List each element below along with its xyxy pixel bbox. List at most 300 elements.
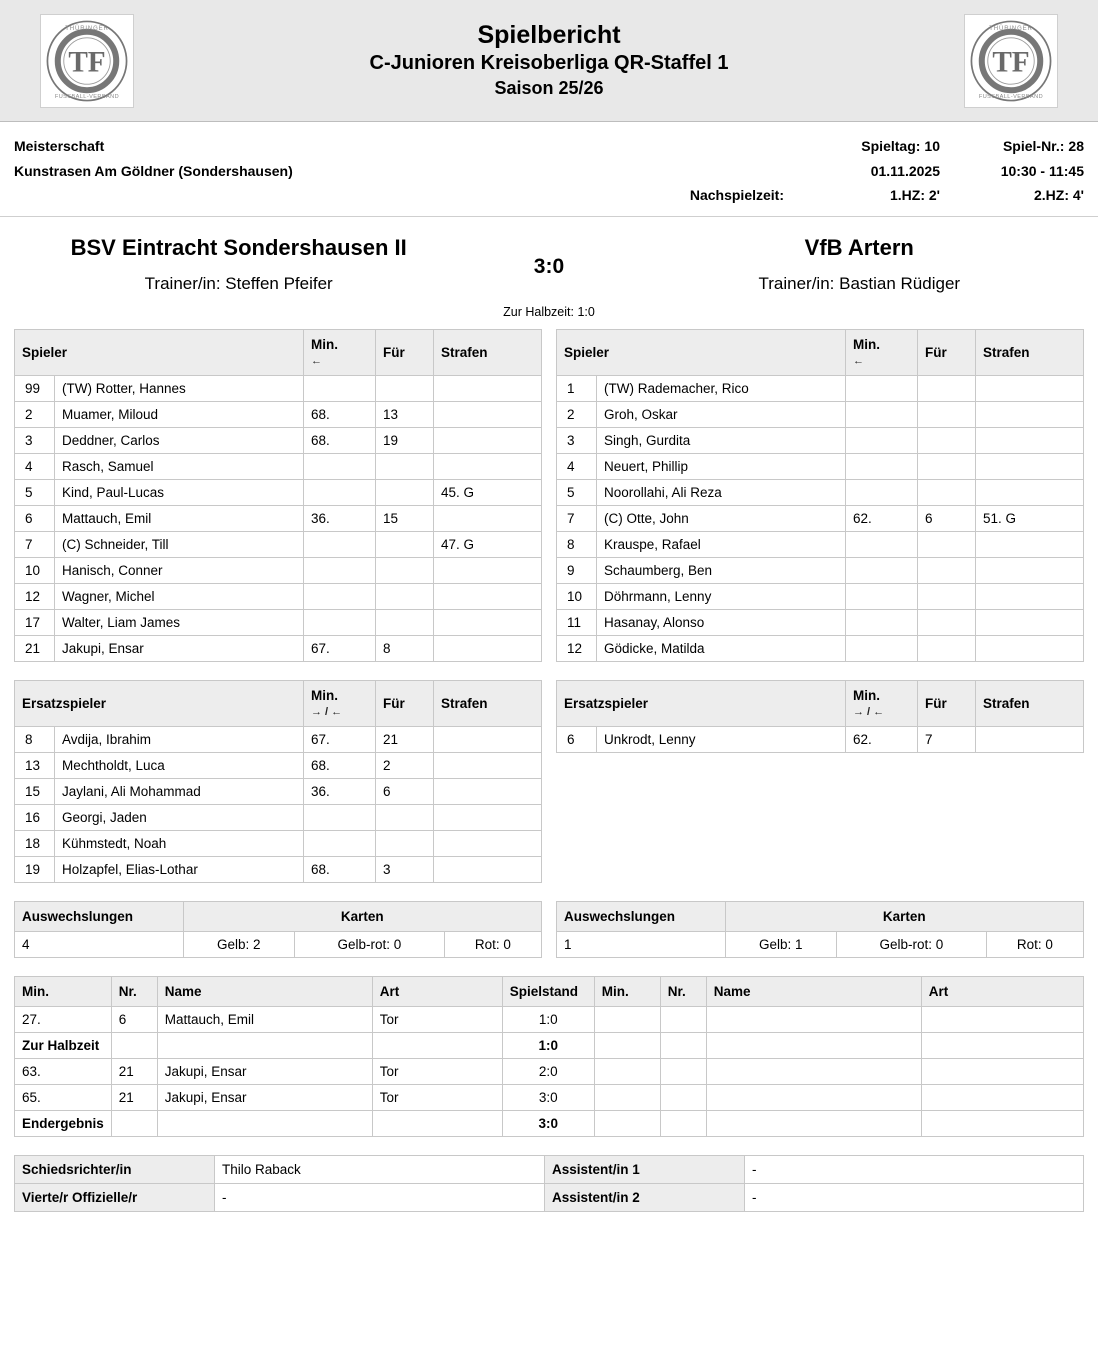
event-player: Mattauch, Emil (157, 1006, 372, 1032)
score-block (463, 233, 634, 319)
table-row (15, 531, 542, 557)
player-number: 3 (557, 427, 597, 453)
tfv-logo-icon-right (964, 14, 1058, 108)
player-strafen (976, 609, 1084, 635)
player-name: Singh, Gurdita (597, 427, 846, 453)
player-number: 8 (15, 726, 55, 752)
arrow-inout-icon: → / ← (853, 706, 885, 719)
player-strafen (976, 635, 1084, 661)
player-name: Rasch, Samuel (55, 453, 304, 479)
player-minute: 62. (846, 726, 918, 752)
home-players-table (14, 329, 542, 662)
player-name: Kind, Paul-Lucas (55, 479, 304, 505)
player-strafen (434, 583, 542, 609)
event-score: 2:0 (502, 1058, 594, 1084)
player-name: (C) Otte, John (597, 505, 846, 531)
svg-text:FUSSBALL-VERBAND: FUSSBALL-VERBAND (54, 93, 120, 100)
assistant1-value: - (745, 1155, 1084, 1183)
table-row (557, 557, 1084, 583)
player-strafen (976, 726, 1084, 752)
player-name: (C) Schneider, Till (55, 531, 304, 557)
player-number: 19 (15, 856, 55, 882)
stoppage-label: Nachspielzeit: (689, 187, 784, 203)
away-yellowred-count: Gelb-rot: 0 (836, 931, 986, 957)
referee-label: Schiedsrichter/in (15, 1155, 215, 1183)
events-section (0, 976, 1098, 1137)
player-minute (304, 609, 376, 635)
player-number: 15 (15, 778, 55, 804)
player-fuer (376, 375, 434, 401)
stoppage-second-half: 2.HZ: 4' (1033, 187, 1084, 203)
player-strafen (976, 401, 1084, 427)
away-subs-table (556, 680, 1084, 753)
away-coach: Trainer/in: Bastian Rüdiger (758, 274, 961, 294)
event-minute-away (594, 1110, 660, 1136)
player-fuer: 21 (376, 726, 434, 752)
player-number: 2 (15, 401, 55, 427)
player-minute: 36. (304, 505, 376, 531)
away-players-table (556, 329, 1084, 662)
player-fuer (918, 479, 976, 505)
player-minute (846, 635, 918, 661)
table-row (15, 1032, 1084, 1058)
player-name: Neuert, Phillip (597, 453, 846, 479)
match-time: 10:30 - 11:45 (1000, 162, 1084, 179)
home-summary-table (14, 901, 542, 958)
player-strafen (434, 505, 542, 531)
player-name: Döhrmann, Lenny (597, 583, 846, 609)
event-player (157, 1032, 372, 1058)
player-fuer (918, 609, 976, 635)
player-name: Deddner, Carlos (55, 427, 304, 453)
player-fuer (918, 531, 976, 557)
player-number: 10 (557, 583, 597, 609)
player-fuer (376, 583, 434, 609)
svg-text:THÜRINGER: THÜRINGER (65, 25, 109, 32)
player-number: 4 (15, 453, 55, 479)
away-team (635, 233, 1084, 295)
home-players-body (15, 375, 542, 661)
event-type-away (921, 1006, 1083, 1032)
home-red-count: Rot: 0 (444, 931, 541, 957)
event-type: Tor (372, 1084, 502, 1110)
assistant2-value: - (745, 1183, 1084, 1211)
col-header-min-label: Min. (311, 336, 338, 352)
player-name: Jakupi, Ensar (55, 635, 304, 661)
table-row (15, 1110, 1084, 1136)
player-number: 6 (557, 726, 597, 752)
events-header-art: Art (372, 976, 502, 1006)
player-strafen (434, 557, 542, 583)
col-header-spieler: Spieler (15, 329, 304, 375)
player-number: 6 (15, 505, 55, 531)
player-name: Mechtholdt, Luca (55, 752, 304, 778)
home-coach: Trainer/in: Steffen Pfeifer (144, 274, 333, 294)
event-minute: Endergebnis (15, 1110, 112, 1136)
col-header-strafen: Strafen (976, 329, 1084, 375)
player-minute (304, 531, 376, 557)
report-title-block (134, 20, 964, 100)
home-cards-header: Karten (183, 901, 541, 931)
table-row (15, 375, 542, 401)
table-row (557, 583, 1084, 609)
player-strafen (976, 583, 1084, 609)
match-meta-right (690, 134, 1084, 208)
col-header-spieler: Spieler (557, 329, 846, 375)
player-number: 9 (557, 557, 597, 583)
player-number: 7 (557, 505, 597, 531)
table-row (15, 427, 542, 453)
tfv-logo-icon-left (40, 14, 134, 108)
arrow-in-icon: ← (311, 355, 322, 368)
player-fuer (918, 427, 976, 453)
table-row (15, 1058, 1084, 1084)
event-player-away (706, 1058, 921, 1084)
event-player: Jakupi, Ensar (157, 1084, 372, 1110)
table-row (557, 479, 1084, 505)
player-number: 12 (557, 635, 597, 661)
substitutes-section (0, 680, 1098, 883)
event-player (157, 1110, 372, 1136)
fourth-official-value: - (215, 1183, 545, 1211)
player-number: 17 (15, 609, 55, 635)
player-minute (304, 583, 376, 609)
matchday-label: Spieltag: (861, 138, 921, 154)
fourth-official-label: Vierte/r Offizielle/r (15, 1183, 215, 1211)
venue-label: Kunstrasen Am Göldner (Sondershausen) (14, 162, 293, 179)
player-name: Gödicke, Matilda (597, 635, 846, 661)
player-fuer: 15 (376, 505, 434, 531)
col-header-min (304, 329, 376, 375)
home-team (14, 233, 463, 295)
event-type-away (921, 1084, 1083, 1110)
home-yellow-count: Gelb: 2 (183, 931, 294, 957)
player-minute (846, 609, 918, 635)
player-fuer (376, 531, 434, 557)
teams-section (0, 217, 1098, 329)
home-subs-count: 4 (15, 931, 184, 957)
lineups-section (0, 329, 1098, 662)
table-row (15, 401, 542, 427)
events-header-name-away: Name (706, 976, 921, 1006)
player-strafen (976, 531, 1084, 557)
table-row (15, 856, 542, 882)
event-type-away (921, 1032, 1083, 1058)
player-name: Holzapfel, Elias-Lothar (55, 856, 304, 882)
svg-text:FUSSBALL-VERBAND: FUSSBALL-VERBAND (978, 93, 1044, 100)
player-name: Hanisch, Conner (55, 557, 304, 583)
event-type: Tor (372, 1058, 502, 1084)
away-subs-col (556, 680, 1084, 753)
col-header-strafen: Strafen (434, 680, 542, 726)
player-strafen (434, 856, 542, 882)
player-strafen (976, 453, 1084, 479)
away-lineup-col (556, 329, 1084, 662)
player-strafen (434, 635, 542, 661)
player-minute: 67. (304, 635, 376, 661)
player-name: Walter, Liam James (55, 609, 304, 635)
event-minute-away (594, 1058, 660, 1084)
event-number: 6 (111, 1006, 157, 1032)
event-number-away (660, 1006, 706, 1032)
col-header-ersatzspieler: Ersatzspieler (557, 680, 846, 726)
player-strafen (434, 726, 542, 752)
events-header-art-away: Art (921, 976, 1083, 1006)
player-name: Muamer, Miloud (55, 401, 304, 427)
table-row (15, 479, 542, 505)
away-team-name: VfB Artern (804, 234, 914, 260)
player-fuer (376, 479, 434, 505)
away-players-body (557, 375, 1084, 661)
event-number-away (660, 1084, 706, 1110)
event-type (372, 1032, 502, 1058)
match-meta-left (14, 134, 293, 208)
player-minute (304, 375, 376, 401)
events-header-min-away: Min. (594, 976, 660, 1006)
event-type (372, 1110, 502, 1136)
player-name: Krauspe, Rafael (597, 531, 846, 557)
table-row (15, 1084, 1084, 1110)
table-row (15, 609, 542, 635)
table-row (15, 557, 542, 583)
player-minute (846, 479, 918, 505)
player-number: 1 (557, 375, 597, 401)
table-row (15, 778, 542, 804)
player-minute (846, 427, 918, 453)
player-minute: 68. (304, 401, 376, 427)
col-header-ersatzspieler: Ersatzspieler (15, 680, 304, 726)
table-row (15, 635, 542, 661)
events-header-nr: Nr. (111, 976, 157, 1006)
player-fuer: 2 (376, 752, 434, 778)
player-strafen (434, 752, 542, 778)
match-date: 01.11.2025 (870, 162, 940, 179)
table-row (15, 752, 542, 778)
assistant2-label: Assistent/in 2 (545, 1183, 745, 1211)
away-red-count: Rot: 0 (986, 931, 1083, 957)
event-score: 1:0 (502, 1032, 594, 1058)
player-fuer: 6 (918, 505, 976, 531)
player-strafen: 47. G (434, 531, 542, 557)
player-number: 16 (15, 804, 55, 830)
competition-label: Meisterschaft (14, 138, 105, 154)
col-header-min (304, 680, 376, 726)
event-number (111, 1110, 157, 1136)
player-fuer (918, 453, 976, 479)
player-fuer (376, 453, 434, 479)
player-number: 7 (15, 531, 55, 557)
player-number: 11 (557, 609, 597, 635)
player-strafen (434, 778, 542, 804)
player-strafen (434, 427, 542, 453)
player-fuer (918, 375, 976, 401)
event-type-away (921, 1110, 1083, 1136)
player-strafen (976, 375, 1084, 401)
player-minute (846, 531, 918, 557)
home-summary-col (14, 901, 542, 958)
matchday-value: 10 (924, 138, 940, 154)
player-name: Unkrodt, Lenny (597, 726, 846, 752)
player-name: Groh, Oskar (597, 401, 846, 427)
match-meta (0, 122, 1098, 217)
player-strafen (976, 557, 1084, 583)
arrow-inout-icon: → / ← (311, 706, 343, 719)
player-strafen: 51. G (976, 505, 1084, 531)
home-subs-body (15, 726, 542, 882)
player-minute (304, 453, 376, 479)
event-number-away (660, 1110, 706, 1136)
player-minute (304, 804, 376, 830)
player-strafen: 45. G (434, 479, 542, 505)
player-strafen (434, 401, 542, 427)
player-number: 3 (15, 427, 55, 453)
table-row (557, 427, 1084, 453)
col-header-fuer: Für (376, 680, 434, 726)
player-name: Kühmstedt, Noah (55, 830, 304, 856)
matchday (810, 134, 940, 159)
col-header-strafen: Strafen (976, 680, 1084, 726)
col-header-strafen: Strafen (434, 329, 542, 375)
player-fuer (918, 635, 976, 661)
away-subs-count: 1 (557, 931, 726, 957)
event-number: 21 (111, 1084, 157, 1110)
event-player-away (706, 1084, 921, 1110)
event-score: 3:0 (502, 1110, 594, 1136)
referee-value: Thilo Raback (215, 1155, 545, 1183)
events-header-min: Min. (15, 976, 112, 1006)
event-player: Jakupi, Ensar (157, 1058, 372, 1084)
table-row (557, 726, 1084, 752)
player-minute: 68. (304, 752, 376, 778)
player-minute (846, 557, 918, 583)
player-name: Avdija, Ibrahim (55, 726, 304, 752)
col-header-min (846, 329, 918, 375)
event-type: Tor (372, 1006, 502, 1032)
player-fuer (918, 401, 976, 427)
col-header-fuer: Für (918, 329, 976, 375)
player-name: Georgi, Jaden (55, 804, 304, 830)
officials-table (14, 1155, 1084, 1212)
table-row (557, 635, 1084, 661)
table-row (15, 583, 542, 609)
player-name: Jaylani, Ali Mohammad (55, 778, 304, 804)
col-header-fuer: Für (918, 680, 976, 726)
player-number: 13 (15, 752, 55, 778)
player-number: 2 (557, 401, 597, 427)
away-summary-col (556, 901, 1084, 958)
table-row (15, 830, 542, 856)
player-minute (846, 453, 918, 479)
away-subs-body (557, 726, 1084, 752)
home-subs-col (14, 680, 542, 883)
event-minute-away (594, 1006, 660, 1032)
player-number: 21 (15, 635, 55, 661)
player-minute: 62. (846, 505, 918, 531)
events-header-name: Name (157, 976, 372, 1006)
player-strafen (434, 804, 542, 830)
player-fuer: 13 (376, 401, 434, 427)
col-header-fuer: Für (376, 329, 434, 375)
event-number: 21 (111, 1058, 157, 1084)
player-strafen (434, 453, 542, 479)
svg-text:TF: TF (992, 45, 1030, 78)
event-player-away (706, 1032, 921, 1058)
player-minute (304, 479, 376, 505)
player-minute: 67. (304, 726, 376, 752)
player-number: 4 (557, 453, 597, 479)
player-minute (304, 830, 376, 856)
event-minute-away (594, 1032, 660, 1058)
game-number-label: Spiel-Nr.: (1002, 138, 1065, 154)
events-header-score: Spielstand (502, 976, 594, 1006)
player-minute: 36. (304, 778, 376, 804)
event-minute: Zur Halbzeit (15, 1032, 112, 1058)
home-yellowred-count: Gelb-rot: 0 (294, 931, 444, 957)
season-label: Saison 25/26 (494, 78, 604, 99)
player-fuer: 7 (918, 726, 976, 752)
event-minute: 65. (15, 1084, 112, 1110)
player-fuer (918, 557, 976, 583)
player-name: Mattauch, Emil (55, 505, 304, 531)
player-strafen (976, 427, 1084, 453)
player-strafen (434, 375, 542, 401)
event-score: 1:0 (502, 1006, 594, 1032)
player-minute: 68. (304, 856, 376, 882)
player-name: Schaumberg, Ben (597, 557, 846, 583)
table-row (15, 453, 542, 479)
table-row (15, 505, 542, 531)
player-minute (846, 375, 918, 401)
player-fuer: 19 (376, 427, 434, 453)
player-fuer: 6 (376, 778, 434, 804)
event-number (111, 1032, 157, 1058)
player-minute (304, 557, 376, 583)
col-header-min-label: Min. (311, 687, 338, 703)
player-fuer: 3 (376, 856, 434, 882)
player-strafen (976, 479, 1084, 505)
col-header-min-label: Min. (853, 687, 880, 703)
event-minute: 63. (15, 1058, 112, 1084)
player-name: (TW) Rotter, Hannes (55, 375, 304, 401)
table-row (557, 609, 1084, 635)
event-number-away (660, 1032, 706, 1058)
officials-section (0, 1155, 1098, 1212)
player-name: Wagner, Michel (55, 583, 304, 609)
player-fuer (376, 830, 434, 856)
final-score: 3:0 (533, 254, 565, 278)
col-header-min (846, 680, 918, 726)
event-minute: 27. (15, 1006, 112, 1032)
col-header-min-label: Min. (853, 336, 880, 352)
table-row (557, 531, 1084, 557)
halftime-score: Zur Halbzeit: 1:0 (503, 304, 595, 319)
player-name: (TW) Rademacher, Rico (597, 375, 846, 401)
player-fuer (376, 804, 434, 830)
svg-text:THÜRINGER: THÜRINGER (989, 25, 1033, 32)
home-subs-table (14, 680, 542, 883)
away-yellow-count: Gelb: 1 (725, 931, 836, 957)
table-row (557, 401, 1084, 427)
arrow-in-icon: ← (853, 355, 864, 368)
player-minute (846, 583, 918, 609)
away-cards-header: Karten (725, 901, 1083, 931)
player-number: 5 (557, 479, 597, 505)
events-body (15, 1006, 1084, 1136)
table-row (557, 375, 1084, 401)
table-row (557, 505, 1084, 531)
player-fuer: 8 (376, 635, 434, 661)
player-fuer (376, 557, 434, 583)
